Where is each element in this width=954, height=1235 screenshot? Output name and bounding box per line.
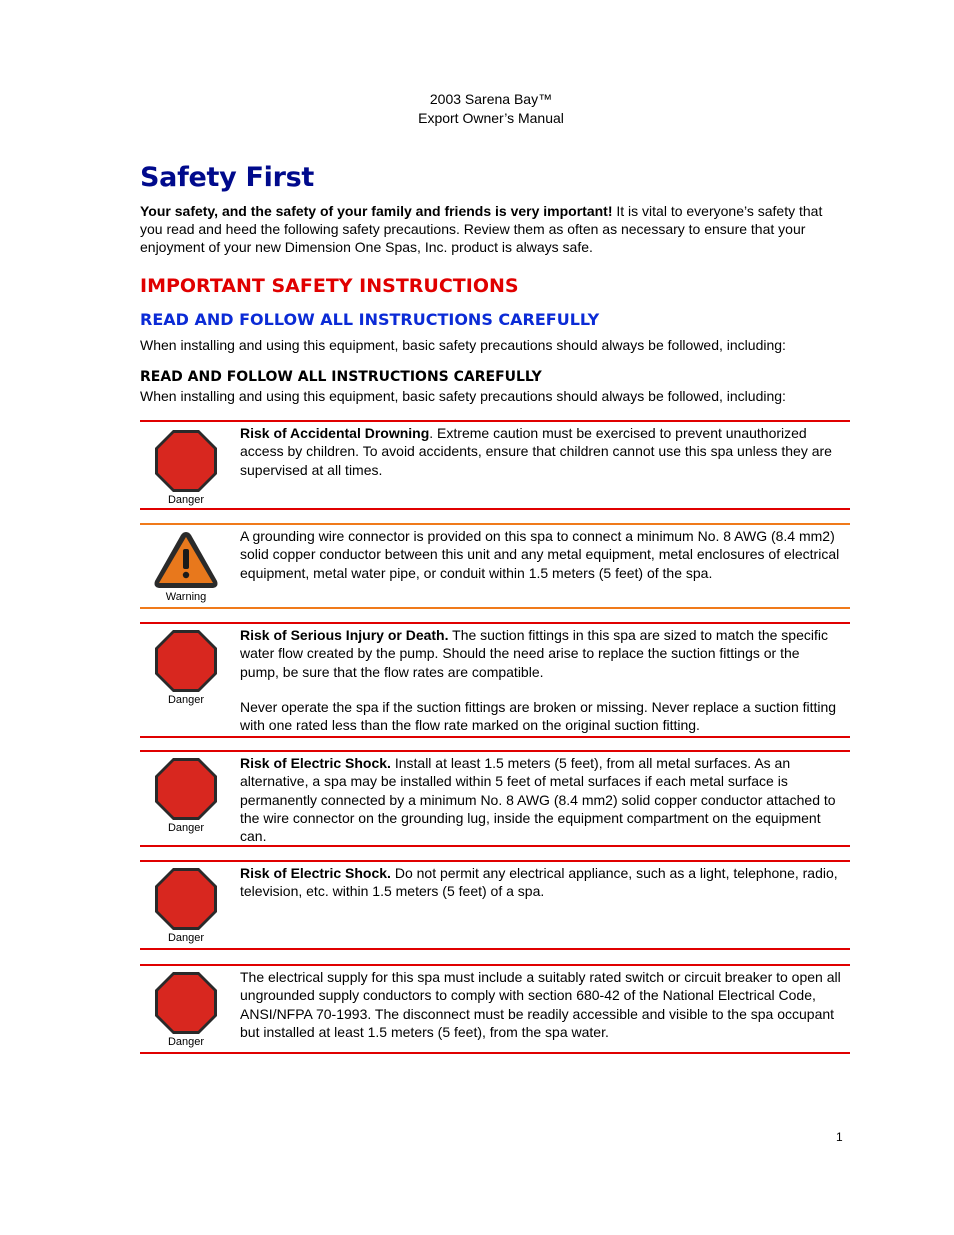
notice-label: Warning xyxy=(165,591,207,603)
intro-rest: It is vital to everyone’s safety that you read and heed the following safety precautions. Review them as often as necessary to ensure that your enjoyment of your new Dimension One Spas, Inc. product is always safe. xyxy=(140,203,823,255)
notice-body: . Extreme caution must be exercised to prevent unauthorized access by children. To avoid accidents, ensure that children cannot use this spa unless they are supervised at all times. xyxy=(240,425,832,478)
intro-paragraph xyxy=(140,202,840,256)
header-manual: Export Owner’s Manual xyxy=(418,110,564,126)
notice-bold: Risk of Serious Injury or Death. xyxy=(240,627,449,643)
notice-icon xyxy=(150,866,222,945)
notice-text xyxy=(240,968,842,1041)
notice-bold: Risk of Electric Shock. xyxy=(240,755,391,771)
install-paragraph-1: When installing and using this equipment, basic safety precautions should always be followed, including: xyxy=(140,337,786,353)
notice-icon xyxy=(150,529,222,604)
header-product: 2003 Sarena Bay™ xyxy=(429,91,553,107)
notice-drowning xyxy=(140,420,850,510)
notice-icon xyxy=(150,970,222,1049)
document-header xyxy=(0,90,954,128)
notice-body: Install at least 1.5 meters (5 feet), from all metal surfaces. As an alternative, a spa may be installed within 5 feet of metal surfaces if each metal surface is permanently connected by a minimum No. 8 AWG (8.4 mm2) solid copper conductor attached to the wire connector on the grounding lug, inside the equipment compartment on the equipment can. xyxy=(240,755,836,845)
warning-triangle-icon xyxy=(152,529,220,591)
stop-sign-icon xyxy=(153,628,219,694)
notice-suction-fittings xyxy=(140,622,850,738)
notice-electric-shock-appliances xyxy=(140,860,850,950)
notice-text xyxy=(240,527,842,582)
notice-body: Do not permit any electrical appliance, such as a light, telephone, radio, television, etc. within 1.5 meters (5 feet) of a spa. xyxy=(240,865,838,900)
page-title: Safety First xyxy=(140,162,315,193)
notice-bold: Risk of Accidental Drowning xyxy=(240,425,430,441)
stop-sign-icon xyxy=(153,756,219,822)
notice-text xyxy=(240,626,842,734)
install-paragraph-2: When installing and using this equipment, basic safety precautions should always be followed, including: xyxy=(140,388,786,404)
notice-label: Danger xyxy=(167,694,205,706)
notice-label: Danger xyxy=(167,494,205,506)
notice-icon xyxy=(150,628,222,707)
notice-icon xyxy=(150,428,222,507)
notice-text xyxy=(240,424,842,479)
notice-text xyxy=(240,864,842,901)
notice-bold: Risk of Electric Shock. xyxy=(240,865,391,881)
read-follow-heading-blue: READ AND FOLLOW ALL INSTRUCTIONS CAREFULLY xyxy=(140,310,600,329)
notice-label: Danger xyxy=(167,1036,205,1048)
notice-electrical-supply xyxy=(140,964,850,1054)
stop-sign-icon xyxy=(153,866,219,932)
stop-sign-icon xyxy=(153,428,219,494)
important-safety-heading: IMPORTANT SAFETY INSTRUCTIONS xyxy=(140,275,519,297)
notice-label: Danger xyxy=(167,932,205,944)
notice-body-2: Never operate the spa if the suction fittings are broken or missing. Never replace a suction fitting with one rated less than the flow rate marked on the original suction fitting. xyxy=(240,698,837,734)
intro-bold: Your safety, and the safety of your family and friends is very important! xyxy=(140,203,613,219)
notice-grounding xyxy=(140,523,850,609)
notice-body: A grounding wire connector is provided on this spa to connect a minimum No. 8 AWG (8.4 mm2) solid copper conductor between this unit and any metal equipment, metal enclosures of electrical equipment, metal water pipe, or conduit within 1.5 meters (5 feet) of the spa. xyxy=(240,528,840,581)
notice-body: The suction fittings in this spa are sized to match the specific water flow created by the pump. Should the need arise to replace the suction fittings or the pump, be sure that the flow rates are compatible. xyxy=(240,627,828,680)
notice-electric-shock-metal xyxy=(140,750,850,847)
notice-body: The electrical supply for this spa must include a suitably rated switch or circuit breaker to open all ungrounded supply conductors to comply with section 680-42 of the National Electrical Code, ANSI/NFPA 70-1993. The disconnect must be readily accessible and visible to the spa occupant but installed at least 1.5 meters (5 feet), from the spa water. xyxy=(240,969,841,1040)
notice-label: Danger xyxy=(167,822,205,834)
notice-text xyxy=(240,754,842,845)
read-follow-heading-black: READ AND FOLLOW ALL INSTRUCTIONS CAREFULLY xyxy=(140,369,542,385)
page-number: 1 xyxy=(836,1130,843,1144)
stop-sign-icon xyxy=(153,970,219,1036)
notice-icon xyxy=(150,756,222,835)
